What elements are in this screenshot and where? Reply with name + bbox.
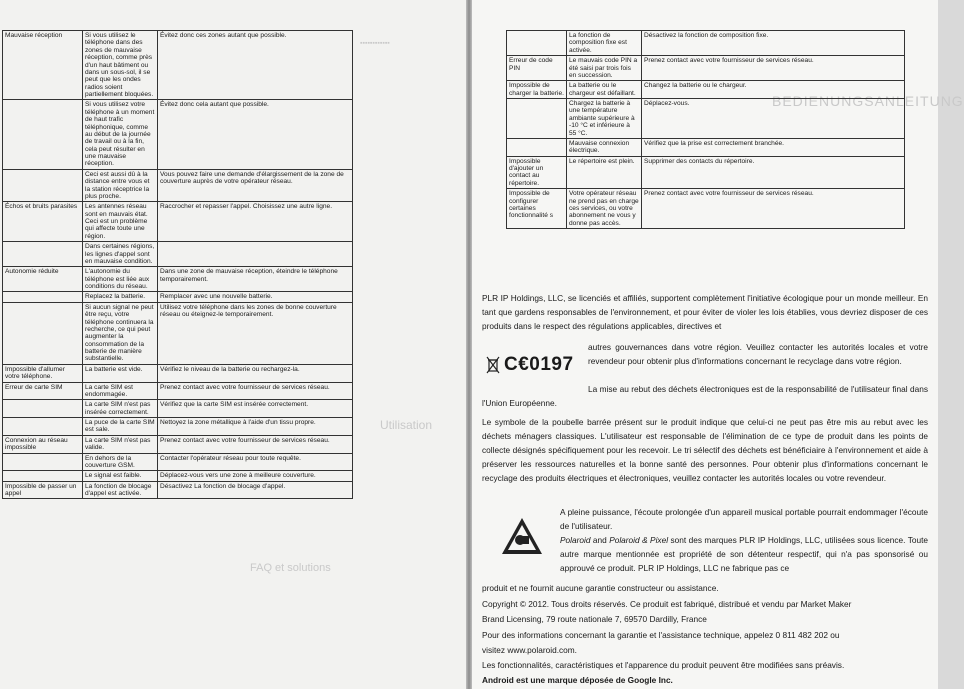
solution-cell: Déplacez-vous vers une zone à meilleure couverture.: [158, 471, 353, 481]
weee-paragraph: Le symbole de la poubelle barrée présent sur le produit indique que celui-ci ne peut pas être mis au rebut avec les déchets ménagers classiques. L'utilisateur est responsable de l'élimination de ce type de produit dans les points de collecte désignés spécifiquement pour les recevoir. Le tri sélectif des déchets est bénéficiaire à l'environnement et aide à préserver les ressources naturelles et la bonne santé des personnes. Pour obtenir plus d'informations concernant le recyclage des produits électriques et électroniques, veuillez contacter les autorités locales ou votre revendeur.: [482, 417, 928, 483]
problem-cell: Impossible d'allumer votre téléphone.: [3, 364, 83, 382]
ce-mark: C€0197: [504, 354, 574, 375]
problem-cell: [3, 453, 83, 471]
solution-cell: Déplacez-vous.: [642, 99, 905, 139]
solution-cell: [158, 242, 353, 267]
table-row: [3, 267, 353, 292]
cause-cell: Le répertoire est plein.: [567, 156, 642, 189]
problem-cell: [3, 302, 83, 364]
table-row: [3, 481, 353, 499]
features-line: Les fonctionnalités, caractéristiques et l'apparence du produit peuvent être modifiées sans préavis.: [482, 660, 845, 670]
trademark-text: sont des marques PLR IP Holdings, LLC, utilisées sous licence. Toute autre marque mentionnée est propriété de son détenteur respectif, qui n'a pas sponsorisé ou approuvé ce produit. PLR IP Holdings, LLC ne fabrique pas ce: [560, 535, 928, 573]
solution-cell: Supprimer des contacts du répertoire.: [642, 156, 905, 189]
troubleshooting-table-right: [506, 30, 905, 229]
problem-cell: [3, 242, 83, 267]
cause-cell: La fonction de composition fixe est activée.: [567, 31, 642, 56]
support-line: Pour des informations concernant la garantie et l'assistance technique, appelez 0 811 482 202 ou: [482, 630, 840, 640]
problem-cell: Mauvaise réception: [3, 31, 83, 100]
problem-cell: [3, 100, 83, 169]
solution-cell: Nettoyez la zone métallique à l'aide d'un tissu propre.: [158, 418, 353, 436]
table-row: [3, 302, 353, 364]
problem-cell: Erreur de code PIN: [507, 56, 567, 81]
volume-warning: A pleine puissance, l'écoute prolongée d'un appareil musical portable pourrait endommager l'écoute de l'utilisateur.: [560, 507, 928, 531]
solution-cell: Raccrocher et repasser l'appel. Choisissez une autre ligne.: [158, 202, 353, 242]
table-row: [3, 100, 353, 169]
cause-cell: La carte SIM n'est pas valide.: [83, 435, 158, 453]
problem-cell: Autonomie réduite: [3, 267, 83, 292]
table-row: [3, 453, 353, 471]
problem-cell: Erreur de carte SIM: [3, 382, 83, 400]
cause-cell: Si vous utilisez le téléphone dans des zones de mauvaise réception, comme près d'un haut bâtiment ou dans un sous-sol, il se peut que les ondes radios soient partiellement bloquées.: [83, 31, 158, 100]
table-row: [3, 418, 353, 436]
problem-cell: [3, 471, 83, 481]
solution-cell: Évitez donc ces zones autant que possible.: [158, 31, 353, 100]
solution-cell: Vérifiez le niveau de la batterie ou rechargez-la.: [158, 364, 353, 382]
table-row: [507, 156, 905, 189]
solution-cell: Évitez donc cela autant que possible.: [158, 100, 353, 169]
left-page: [0, 0, 466, 689]
table-row: [3, 382, 353, 400]
cause-cell: Chargez la batterie à une température ambiante supérieure à -10 °C et inférieure à 55 °C.: [567, 99, 642, 139]
solution-cell: Vérifiez que la prise est correctement branchée.: [642, 138, 905, 156]
problem-cell: [3, 292, 83, 302]
table-row: [3, 202, 353, 242]
solution-cell: Vous pouvez faire une demande d'élargissement de la zone de couverture auprès de votre opérateur réseau.: [158, 169, 353, 202]
cause-cell: Mauvaise connexion électrique.: [567, 138, 642, 156]
cause-cell: Le mauvais code PIN a été saisi par trois fois en succession.: [567, 56, 642, 81]
cause-cell: L'autonomie du téléphone est liée aux conditions du réseau.: [83, 267, 158, 292]
crossed-bin-icon: [486, 356, 500, 374]
cause-cell: Le signal est faible.: [83, 471, 158, 481]
table-row: [507, 138, 905, 156]
table-row: [3, 292, 353, 302]
trademark-paragraph: [560, 534, 928, 576]
table-row: [3, 435, 353, 453]
table-row: [3, 364, 353, 382]
copyright-line: Copyright © 2012. Tous droits réservés. Ce produit est fabriqué, distribué et vendu par Market Maker: [482, 599, 852, 609]
cause-cell: Si vous utilisez votre téléphone à un moment de haut trafic téléphonique, comme au début de la journée de travail ou à la fin, cela peut résulter en une mauvaise réception.: [83, 100, 158, 169]
problem-cell: Impossible de charger la batterie.: [507, 81, 567, 99]
solution-cell: Vérifiez que la carte SIM est insérée correctement.: [158, 400, 353, 418]
table-row: [507, 189, 905, 229]
problem-cell: [3, 418, 83, 436]
solution-cell: Prenez contact avec votre fournisseur de services réseau.: [642, 56, 905, 81]
recycling-paragraph: autres gouvernances dans votre région. Veuillez contacter les autorités locales et votre revendeur pour obtenir plus d'informations concernant le recyclage dans votre région.: [588, 342, 928, 366]
cause-cell: Si aucun signal ne peut être reçu, votre téléphone continuera la recherche, ce qui peut augmenter la consommation de la batterie de manière substantielle.: [83, 302, 158, 364]
solution-cell: Remplacer avec une nouvelle batterie.: [158, 292, 353, 302]
trademark-brand: Polaroid: [560, 535, 591, 545]
cause-cell: La puce de la carte SIM est sale.: [83, 418, 158, 436]
solution-cell: Changez la batterie ou le chargeur.: [642, 81, 905, 99]
table-row: [507, 31, 905, 56]
problem-cell: Échos et bruits parasites: [3, 202, 83, 242]
table-row: [3, 169, 353, 202]
problem-cell: [3, 169, 83, 202]
problem-cell: [507, 138, 567, 156]
cause-cell: Replacez la batterie.: [83, 292, 158, 302]
cause-cell: La batterie est vide.: [83, 364, 158, 382]
eu-disposal-paragraph: La mise au rebut des déchets électroniques est de la responsabilité de l'utilisateur final dans l'Union Européenne.: [482, 384, 928, 408]
website-line: visitez www.polaroid.com.: [482, 645, 577, 655]
table-row: [3, 31, 353, 100]
cause-cell: Les antennes réseau sont en mauvais état. Ceci est un problème qui affecte toute une région.: [83, 202, 158, 242]
cause-cell: Ceci est aussi dû à la distance entre vous et la station réceptrice la plus proche.: [83, 169, 158, 202]
problem-cell: Impossible d'ajouter un contact au répertoire.: [507, 156, 567, 189]
bleed-through-heading-right: BEDIENUNGSANLEITUNG: [772, 93, 964, 109]
cause-cell: En dehors de la couverture GSM.: [83, 453, 158, 471]
solution-cell: Désactivez la fonction de composition fixe.: [642, 31, 905, 56]
solution-cell: Prenez contact avec votre fournisseur de services réseau.: [158, 435, 353, 453]
trademark-brand-2: Polaroid & Pixel: [609, 535, 669, 545]
table-row: [507, 81, 905, 99]
cause-cell: La fonction de blocage d'appel est activée.: [83, 481, 158, 499]
problem-cell: [507, 99, 567, 139]
problem-cell: Impossible de configurer certaines fonctionnalité s: [507, 189, 567, 229]
problem-cell: [507, 31, 567, 56]
problem-cell: Impossible de passer un appel: [3, 481, 83, 499]
table-row: [507, 99, 905, 139]
table-row: [3, 471, 353, 481]
hearing-warning-icon: [500, 516, 544, 556]
trademark-and: and: [590, 535, 610, 545]
solution-cell: Dans une zone de mauvaise réception, éteindre le téléphone temporairement.: [158, 267, 353, 292]
solution-cell: Désactivez La fonction de blocage d'appel.: [158, 481, 353, 499]
bleed-through-faq: FAQ et solutions: [250, 562, 331, 574]
cause-cell: La carte SIM est endommagée.: [83, 382, 158, 400]
bleed-through-heading: Utilisation: [380, 418, 433, 432]
cause-cell: La carte SIM n'est pas insérée correctement.: [83, 400, 158, 418]
problem-cell: Connexion au réseau impossible: [3, 435, 83, 453]
solution-cell: Prenez contact avec votre fournisseur de services réseau.: [642, 189, 905, 229]
solution-cell: Prenez contact avec votre fournisseur de services réseau.: [158, 382, 353, 400]
bleed-through-text: ▪▪▪▪▪▪▪▪▪▪▪▪: [360, 40, 390, 47]
table-row: [507, 56, 905, 81]
address-line: Brand Licensing, 79 route nationale 7, 69570 Dardilly, France: [482, 614, 707, 624]
table-row: [3, 400, 353, 418]
cause-cell: La batterie ou le chargeur est défaillant.: [567, 81, 642, 99]
cause-cell: Votre opérateur réseau ne prend pas en charge ces services, ou votre abonnement ne vous y donne pas accès.: [567, 189, 642, 229]
table-row: [3, 242, 353, 267]
warranty-line: produit et ne fournit aucune garantie constructeur ou assistance.: [482, 583, 719, 593]
solution-cell: Contacter l'opérateur réseau pour toute requête.: [158, 453, 353, 471]
troubleshooting-table-left: [2, 30, 353, 499]
eco-paragraph: PLR IP Holdings, LLC, se licenciés et affiliés, supportent complètement l'initiative écologique pour un monde meilleur. En tant que gardens responsables de l'environnement, et pour éviter de violer les lois établies, vous devriez disposer de ces produits dans le respect des régulations applicables, directives et: [482, 293, 928, 331]
solution-cell: Utilisez votre téléphone dans les zones de bonne couverture réseau ou éteignez-le temporairement.: [158, 302, 353, 364]
cause-cell: Dans certaines régions, les lignes d'appel sont en mauvaise condition.: [83, 242, 158, 267]
right-page: [472, 0, 964, 689]
android-trademark: Android est une marque déposée de Google Inc.: [482, 675, 673, 685]
problem-cell: [3, 400, 83, 418]
